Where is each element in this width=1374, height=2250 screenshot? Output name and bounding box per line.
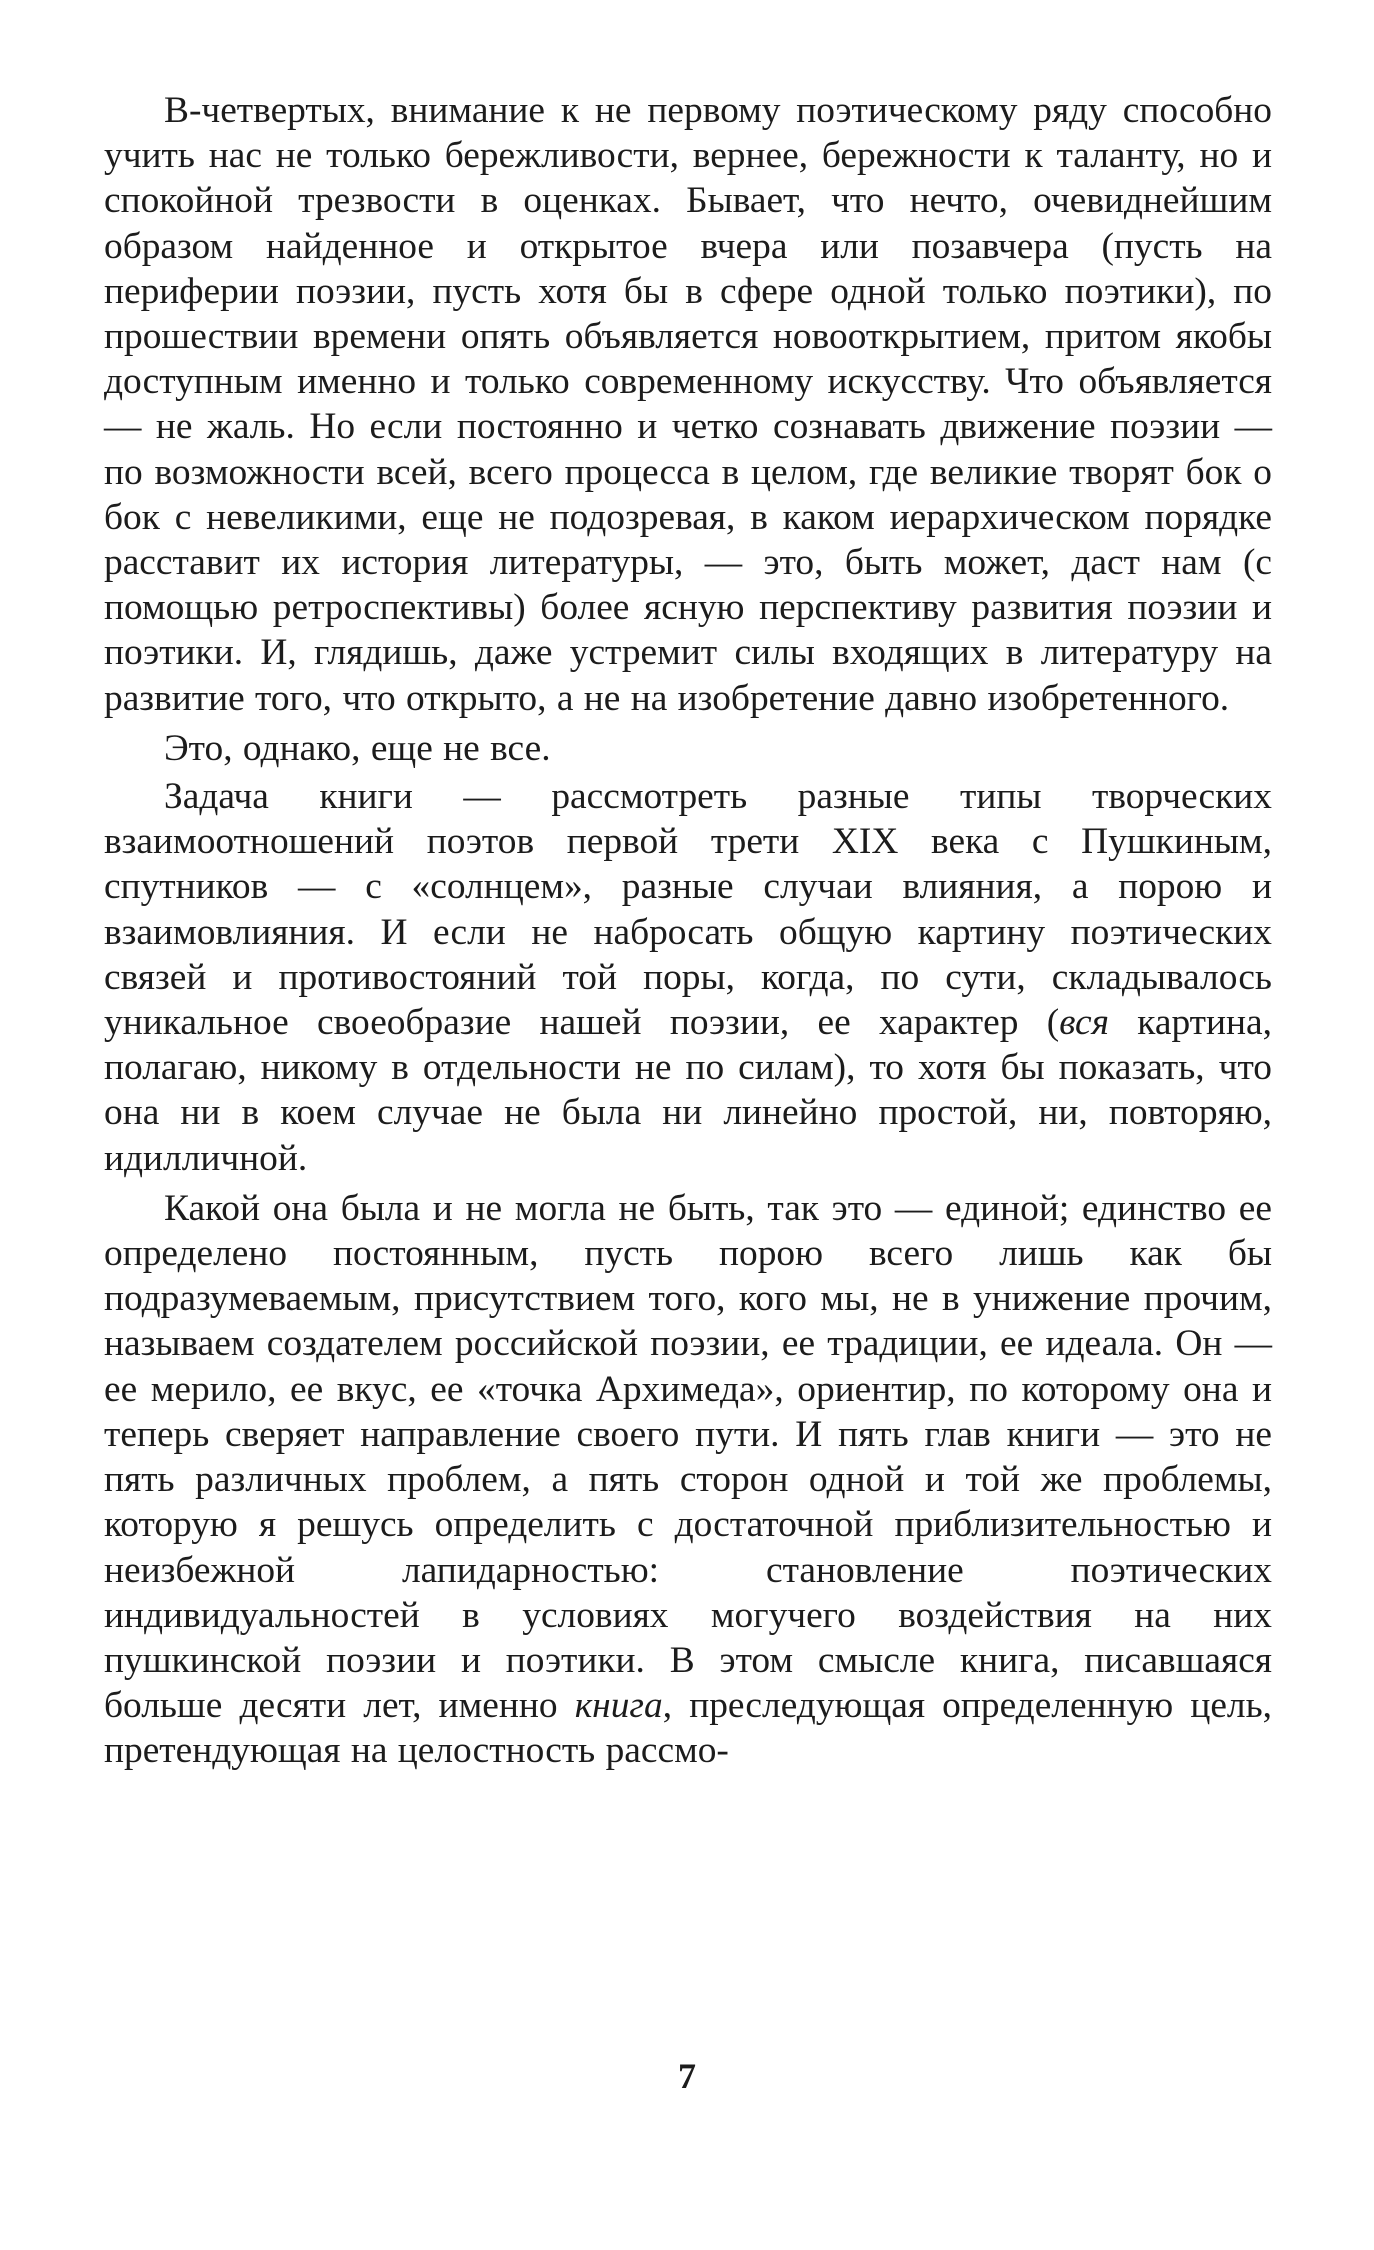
paragraph-text: Какой она была и не могла не быть, так это — единой; единство ее определено постоянным, пусть порою всего лишь как бы подразумеваемым, присутствием того, кого мы, не в унижение прочим, называем создателем российской поэзии, ее традиции, ее идеала. Он — ее мерило, ее вкус, ее «точка Архимеда», ориентир, по которому она и теперь сверяет направление своего пути. И пять глав книги — это не пять различных проблем, а пять сторон одной и той же проблемы, которую я решусь определить с достаточной приблизительностью и неизбежной лапидарностью: становление поэтических индивидуальностей в условиях могучего воздействия на них пушкинской поэзии и поэтики. В этом смысле книга, писавшаяся больше десяти лет, именно: [104, 1187, 1272, 1727]
emphasis-text: вся: [1059, 1002, 1109, 1044]
page-number: 7: [678, 2056, 696, 2096]
paragraph-text: Задача книги — рассмотреть разные типы творческих взаимоотношений поэтов первой трети XIX века с Пушкиным, спутников — с «солнцем», разные случаи влияния, а порою и взаимовлияния. И если не набросать общую картину поэтических связей и противостояний той поры, когда, по сути, складывалось уникальное своеобразие нашей поэзии, ее характер (: [104, 776, 1272, 1044]
paragraph: [104, 726, 1272, 771]
emphasis-text: книга: [574, 1685, 663, 1727]
paragraph-text: , преследующая определенную цель, претендующая на целостность рассмо-: [104, 1685, 1272, 1772]
paragraph-text: В-четвертых, внимание к не первому поэтическому ряду способно учить нас не только бережливости, вернее, бережности к таланту, но и спокойной трезвости в оценках. Бывает, что нечто, очевиднейшим образом найденное и открытое вчера или позавчера (пусть на периферии поэзии, пусть хотя бы в сфере одной только поэтики), по прошествии времени опять объявляется новооткрытием, притом якобы доступным именно и только современному искусству. Что объявляется — не жаль. Но если постоянно и четко сознавать движение поэзии — по возможности всей, всего процесса в целом, где великие творят бок о бок с невеликими, еще не подозревая, в каком иерархическом порядке расставит их история литературы, — это, быть может, даст нам (с помощью ретроспективы) более ясную перспективу развития поэзии и поэтики. И, глядишь, даже устремит силы входящих в литературу на развитие того, что открыто, а не на изобретение давно изобретенного.: [104, 90, 1272, 719]
page-body: [104, 88, 1272, 1774]
paragraph: [104, 1186, 1272, 1774]
paragraph: [104, 774, 1272, 1181]
paragraph-text: картина, полагаю, никому в отдельности не по силам), то хотя бы показать, что она ни в коем случае не была ни линейно простой, ни, повторяю, идилличной.: [104, 1002, 1272, 1179]
paragraph-text: Это, однако, еще не все.: [164, 727, 551, 769]
paragraph: [104, 88, 1272, 721]
